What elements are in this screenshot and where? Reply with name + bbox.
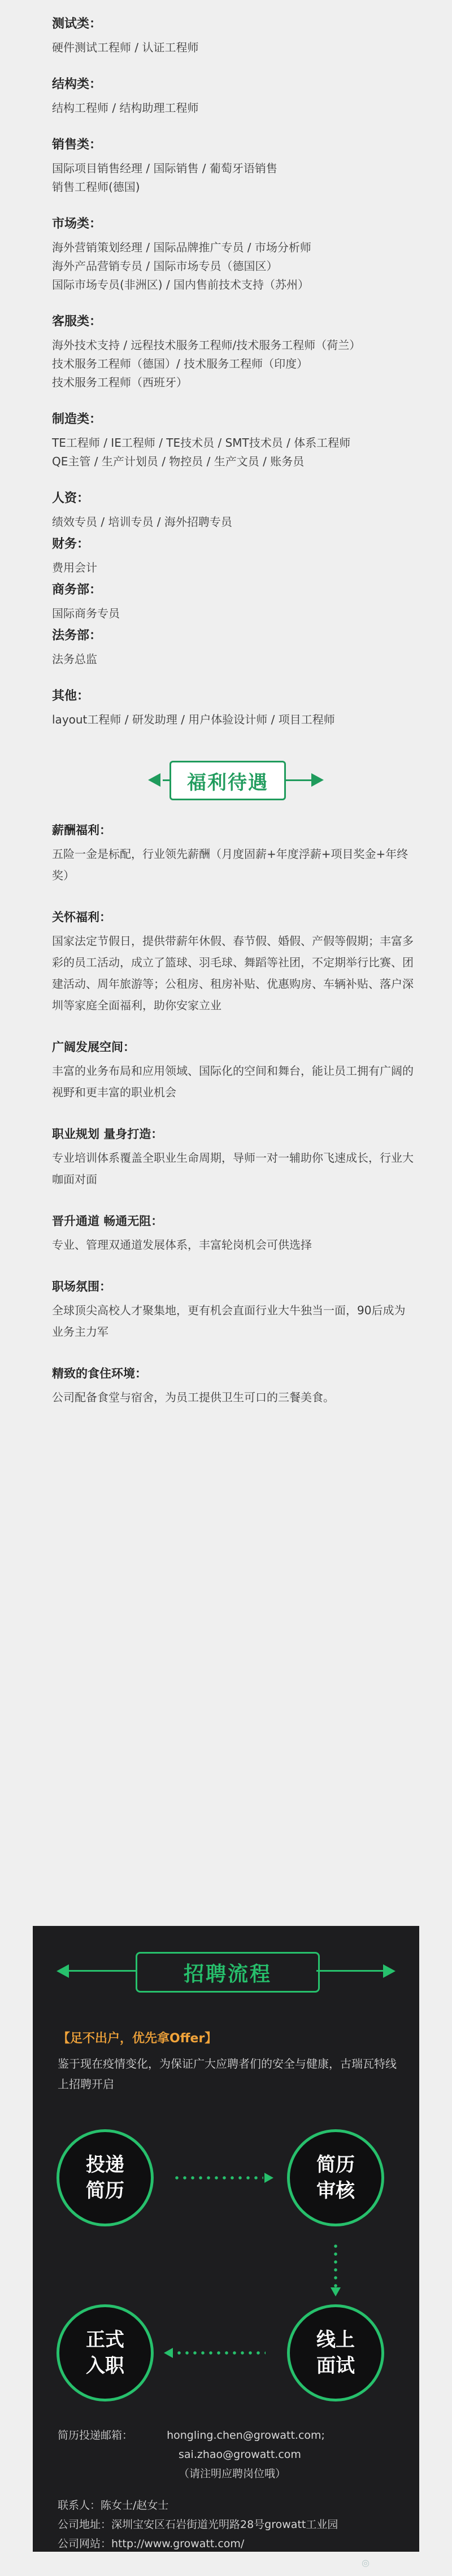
category-hr [0,490,452,531]
spacer [58,2483,408,2496]
contact-info [58,2426,408,2553]
category-title: 结构类： [52,77,102,91]
welfare-item-title: 关怀福利： [52,910,111,924]
recruit-intro: 鉴于现在疫情变化，为保证广大应聘者们的安全与健康，古瑞瓦特线上招聘开启 [58,2057,397,2091]
category-line: 海外产品营销专员 / 国际市场专员（德国区） [52,259,278,273]
welfare-item-title: 精致的食住环境： [52,1367,147,1380]
welfare-item-text: 五险一金是标配，行业领先薪酬（月度固薪+年度浮薪+项目奖金+年终奖） [52,847,408,882]
category-line: 销售工程师(德国) [52,180,140,194]
category-title: 财务： [52,537,90,551]
welfare-item [52,1365,452,1408]
category-title: 客服类： [52,315,102,329]
welfare-item [52,1126,452,1190]
welfare-title: 福利待遇 [187,771,268,794]
welfare-item [52,1039,452,1103]
step-submit-resume [56,2129,154,2226]
connector-dotted-left [175,2351,266,2355]
welfare-item-text: 丰富的业务布局和应用领域、国际化的空间和舞台，能让员工拥有广阔的视野和更丰富的职业机会 [52,1064,414,1099]
step-label: 正式入职 [86,2329,124,2377]
arrow-right-icon [311,773,324,787]
step-label: 投递简历 [86,2154,124,2202]
welfare-item-title: 晋升通道 畅通无阻： [52,1214,163,1228]
arrow-right-icon [264,2173,273,2183]
welfare-item-title: 职场氛围： [52,1280,111,1293]
category-line: layout工程师 / 研发助理 / 用户体验设计师 / 项目工程师 [52,713,335,726]
category-title: 销售类： [52,138,102,152]
category-title: 法务部： [52,629,102,643]
welfare-title-box [169,761,286,800]
category-line: QE主管 / 生产计划员 / 物控员 / 生产文员 / 账务员 [52,455,305,468]
category-line: 海外技术支持 / 远程技术服务工程师/技术服务工程师（荷兰） [52,338,361,352]
category-market [0,216,452,294]
category-finance [0,536,452,577]
category-line: 国际市场专员(非洲区) / 国内售前技术支持（苏州） [52,278,310,291]
step-label: 线上面试 [316,2329,355,2377]
category-line: 费用会计 [52,561,97,574]
step-onboard [56,2304,154,2401]
category-line: 技术服务工程师（德国）/ 技术服务工程师（印度） [52,357,308,371]
recruit-header [33,1926,419,2005]
category-title: 市场类： [52,217,102,231]
welfare-item-text: 公司配备食堂与宿舍，为员工提供卫生可口的三餐美食。 [52,1391,334,1404]
welfare-item-text: 国家法定节假日，提供带薪年休假、春节假、婚假、产假等假期；丰富多彩的员工活动，成立了篮球、羽毛球、舞蹈等社团，不定期举行比赛、团建活动、周年旅游等；公租房、租房补贴、优惠购房、车辆补贴、落户深圳等家庭全面福利，助你安家立业 [52,934,414,1012]
connector-dotted-down [334,2242,337,2287]
category-line: 技术服务工程师（西班牙） [52,376,188,389]
category-business [0,582,452,623]
category-line: 国际项目销售经理 / 国际销售 / 葡萄牙语销售 [52,162,277,175]
arrow-right-icon [383,1964,395,1978]
header-divider-left [68,1970,136,1972]
category-other [0,688,452,729]
category-sales [0,137,452,197]
category-title: 人资： [52,491,90,505]
category-line: 海外营销策划经理 / 国际品牌推广专员 / 市场分析师 [52,241,311,254]
email-note: （请注明应聘岗位哦） [179,2468,286,2480]
welfare-item [52,1278,452,1343]
header-divider-right [285,779,311,781]
category-title: 商务部： [52,583,102,597]
recruit-panel [33,1926,419,2552]
category-line: 国际商务专员 [52,607,120,620]
email-row [58,2426,408,2445]
arrow-left-icon [56,1964,69,1978]
email-label: 简历投递邮箱： [58,2429,133,2442]
arrow-left-icon [148,773,160,787]
watermark-logo: ◎ [362,2557,370,2568]
welfare-item-text: 专业培训体系覆盖全职业生命周期，导师一对一辅助你飞速成长，行业大咖面对面 [52,1151,414,1186]
category-service [0,313,452,392]
category-legal [0,627,452,669]
welfare-header [0,748,452,810]
welfare-list [0,810,452,1408]
category-manufacturing [0,411,452,471]
step-resume-review [287,2129,384,2226]
category-line: TE工程师 / IE工程师 / TE技术员 / SMT技术员 / 体系工程师 [52,436,351,450]
welfare-item [52,1213,452,1256]
connector-dotted-right [173,2176,263,2180]
company-website[interactable]: 公司网站：http://www.growatt.com/ [58,2538,245,2550]
category-title: 制造类： [52,412,102,426]
email-link-1[interactable]: hongling.chen@growatt.com; [167,2429,325,2442]
arrow-left-icon [164,2348,173,2358]
arrow-down-icon [331,2287,341,2296]
welfare-item-title: 职业规划 量身打造： [52,1127,163,1141]
welfare-item [52,822,452,886]
email-link-2[interactable]: sai.zhao@growatt.com [179,2448,301,2461]
category-line: 结构工程师 / 结构助理工程师 [52,101,199,115]
category-title: 测试类： [52,17,102,31]
category-line: 绩效专员 / 培训专员 / 海外招聘专员 [52,515,232,529]
recruit-tagline: 【足不出户，优先拿Offer】 [58,2032,218,2046]
recruit-title: 招聘流程 [183,1962,272,1986]
category-line: 硬件测试工程师 / 认证工程师 [52,41,199,54]
company-address: 公司地址：深圳宝安区石岩街道光明路28号growatt工业园 [58,2518,338,2531]
category-structure [0,76,452,117]
welfare-item-title: 广阔发展空间： [52,1040,135,1054]
step-online-interview [287,2304,384,2401]
header-divider-right [316,1970,384,1972]
step-label: 简历审核 [316,2154,355,2202]
job-categories [0,0,452,729]
contact-person: 联系人：陈女士/赵女士 [58,2499,169,2512]
welfare-item-text: 专业、管理双通道发展体系，丰富轮岗机会可供选择 [52,1238,312,1252]
welfare-item-title: 薪酬福利： [52,823,111,837]
category-line: 法务总监 [52,652,97,666]
welfare-item-text: 全球顶尖高校人才聚集地，更有机会直面行业大牛独当一面，90后成为业务主力军 [52,1304,406,1339]
category-title: 其他： [52,689,90,703]
welfare-item [52,909,452,1016]
recruit-title-box [136,1952,320,1993]
category-test [0,16,452,57]
